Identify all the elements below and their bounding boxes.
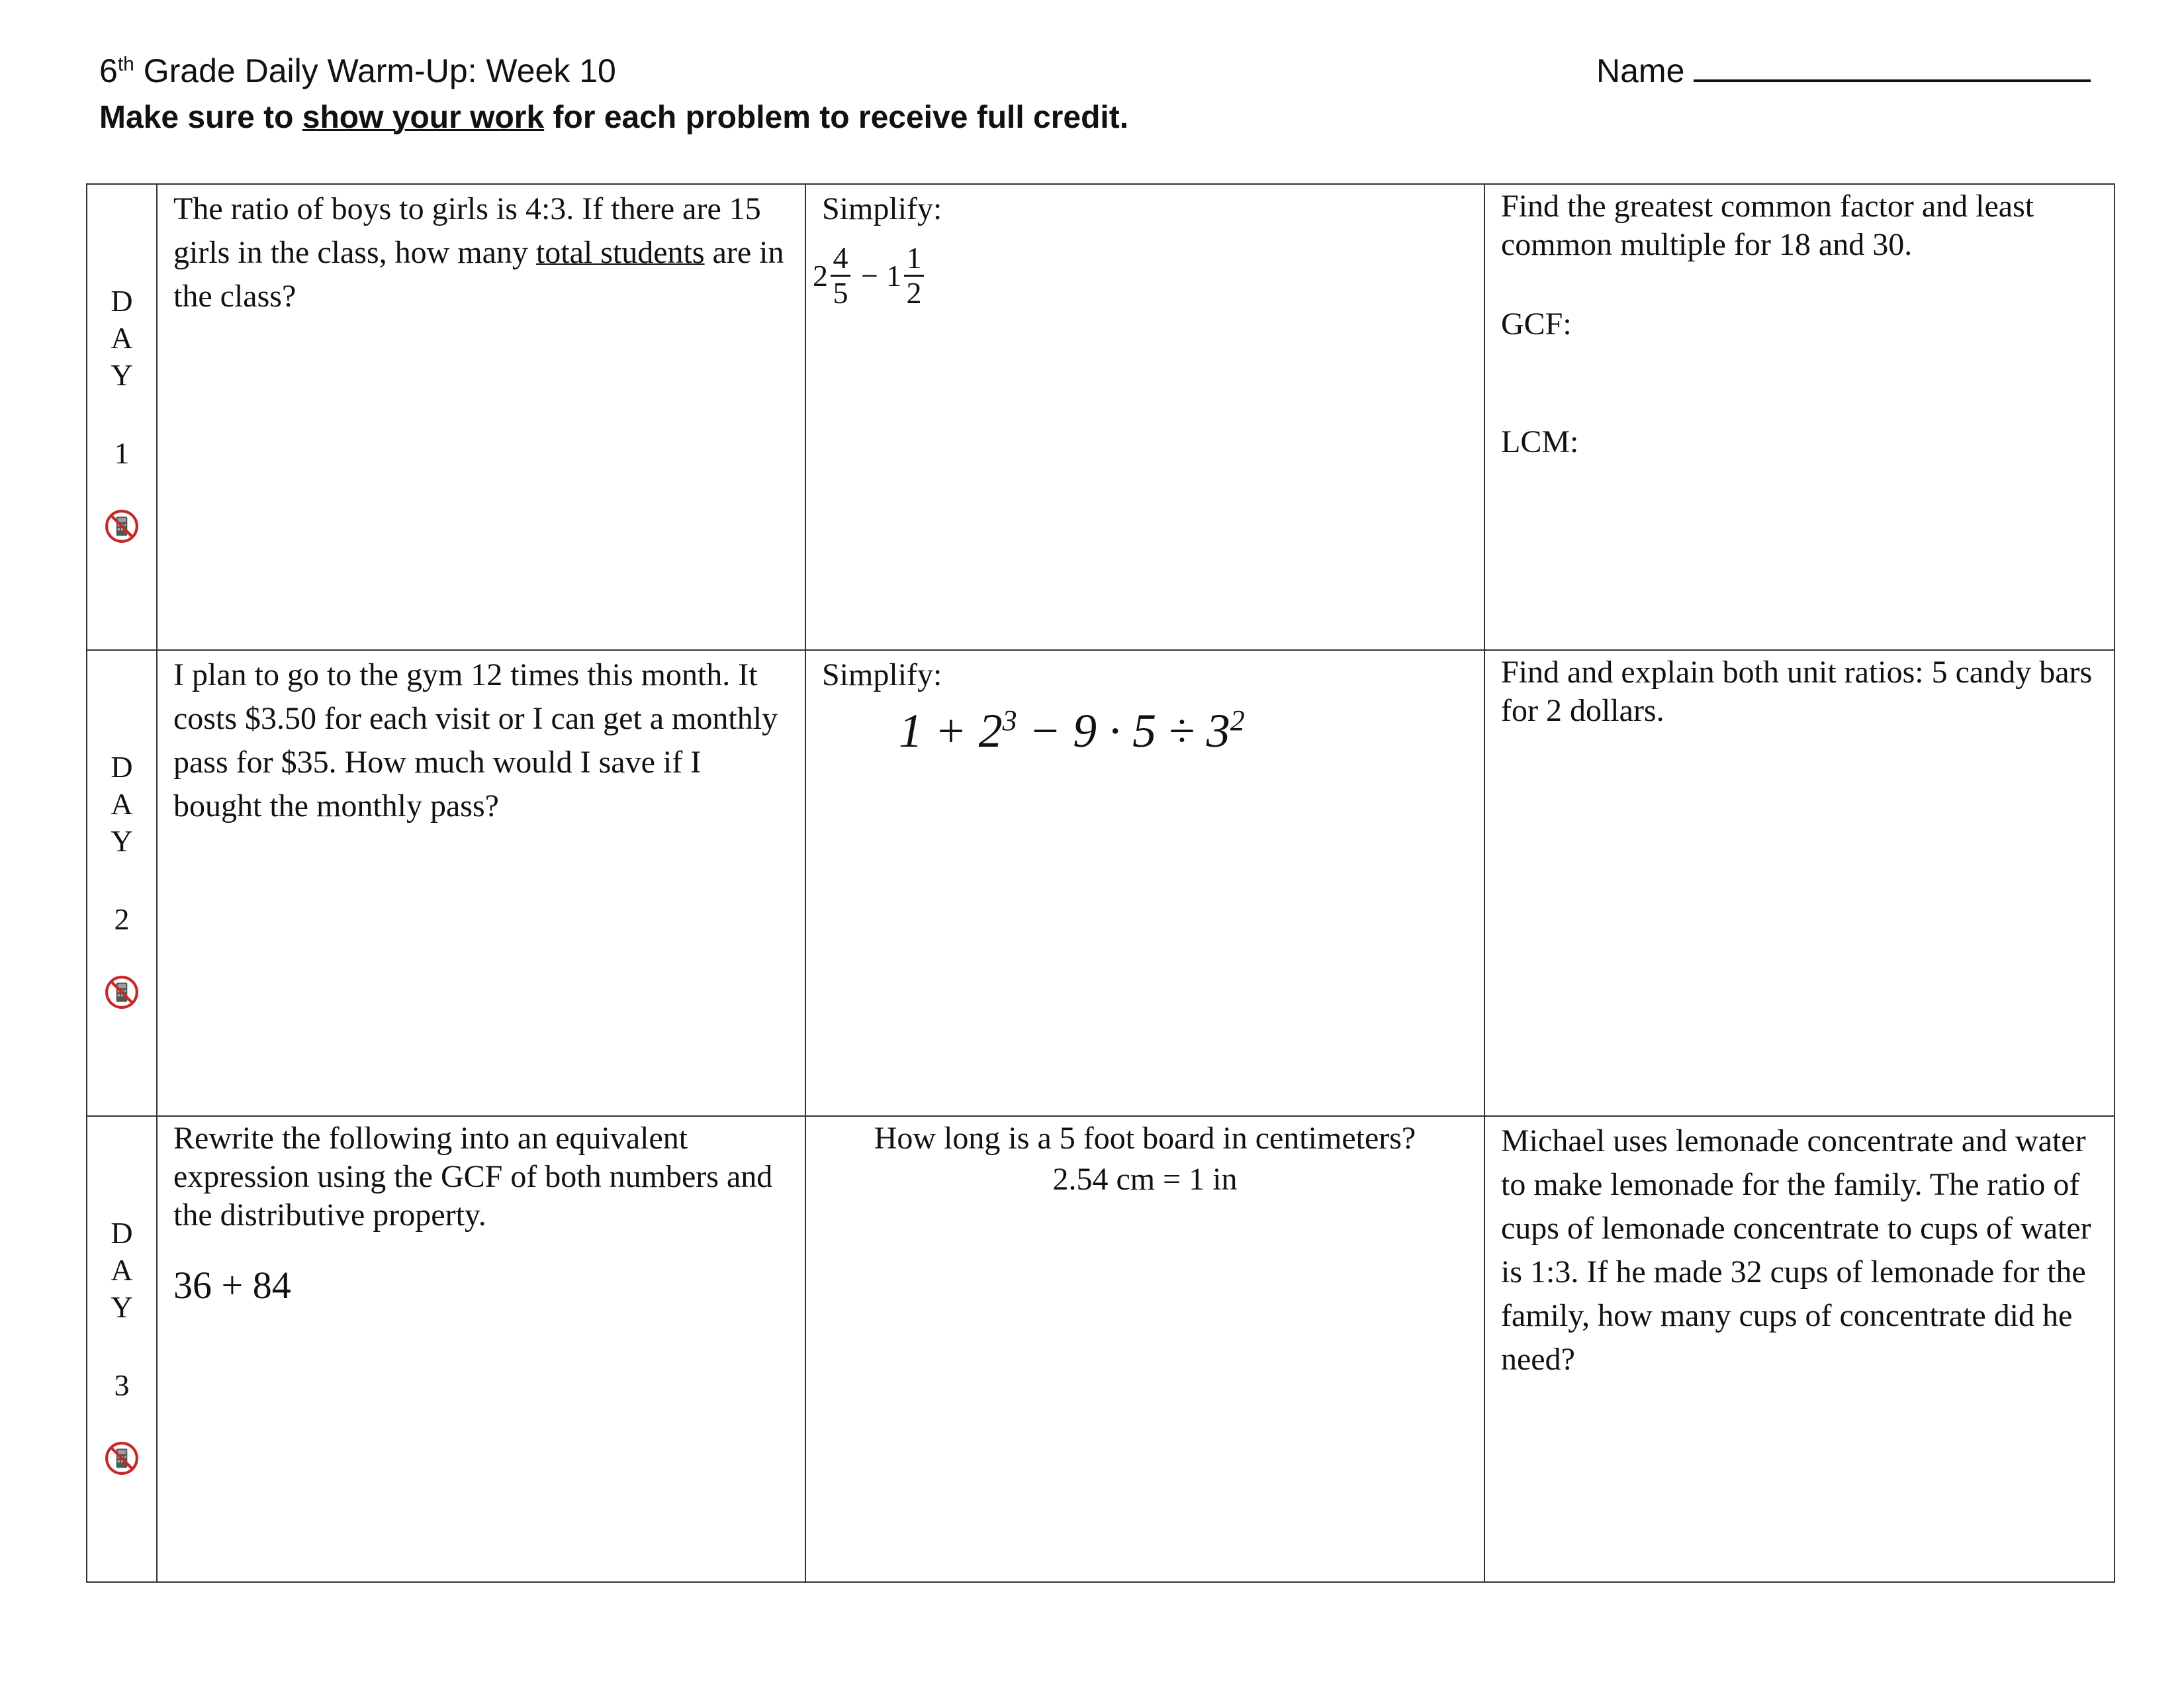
problem-day3-conversion[interactable]: How long is a 5 foot board in centimeters? 2.54 cm = 1 in: [805, 1116, 1484, 1582]
problem-day3-lemonade[interactable]: Michael uses lemonade concentrate and water to make lemonade for the family. The ratio of cups of lemonade concentrate to cups of water is 1:3. If he made 32 cups of lemonade for the family, how many cups of concentrate did he need?: [1484, 1116, 2115, 1582]
no-calculator-icon: [105, 975, 139, 1009]
day-label-2: D A Y 2: [87, 650, 157, 1116]
worksheet-title: 6th Grade Daily Warm-Up: Week 10: [99, 52, 616, 89]
instructions: Make sure to show your work for each problem to receive full credit.: [99, 100, 1129, 135]
problem-day1-ratio[interactable]: The ratio of boys to girls is 4:3. If there are 15 girls in the class, how many total students are in the class?: [157, 184, 805, 650]
day-label-3: D A Y 3: [87, 1116, 157, 1582]
no-calculator-icon: [105, 1441, 139, 1476]
warmup-grid: [86, 183, 2115, 1583]
day-label-1: D A Y 1: [87, 184, 157, 650]
problem-day1-simplify[interactable]: Simplify: 2 $\frac{4}{5}$ − 1 $\frac{1}{2}$: [805, 184, 1484, 650]
problem-day1-gcf-lcm[interactable]: Find the greatest common factor and least common multiple for 18 and 30. GCF: LCM:: [1484, 184, 2115, 650]
problem-day2-gym[interactable]: I plan to go to the gym 12 times this month. It costs $3.50 for each visit or I can get a monthly pass for $35. How much would I save if I bought the monthly pass?: [157, 650, 805, 1116]
mixed-number-expression: 2 $\frac{4}{5}$ − 1 $\frac{1}{2}$: [813, 242, 927, 310]
sum-expression: 36 + 84: [173, 1264, 291, 1307]
day-row-1: [87, 184, 2115, 650]
name-field[interactable]: [1596, 52, 2091, 90]
problem-day2-unit-ratios[interactable]: Find and explain both unit ratios: 5 candy bars for 2 dollars.: [1484, 650, 2115, 1116]
lcm-label: LCM:: [1501, 424, 1579, 459]
day-row-3: [87, 1116, 2115, 1582]
order-of-operations-expression: $1 + 2^3 - 9 \cdot 5 \div 3^2$: [899, 704, 1245, 757]
gcf-label: GCF:: [1501, 306, 1572, 342]
problem-day3-distributive[interactable]: Rewrite the following into an equivalent expression using the GCF of both numbers and the distributive property. 36 + 84: [157, 1116, 805, 1582]
problem-day2-order-of-operations[interactable]: Simplify: $1 + 2^3 - 9 \cdot 5 \div 3^2$: [805, 650, 1484, 1116]
name-label: Name: [1596, 52, 1685, 89]
conversion-factor: 2.54 cm = 1 in: [1052, 1162, 1238, 1197]
no-calculator-icon: [105, 509, 139, 543]
day-row-2: [87, 650, 2115, 1116]
name-blank-line[interactable]: [1694, 53, 2091, 82]
